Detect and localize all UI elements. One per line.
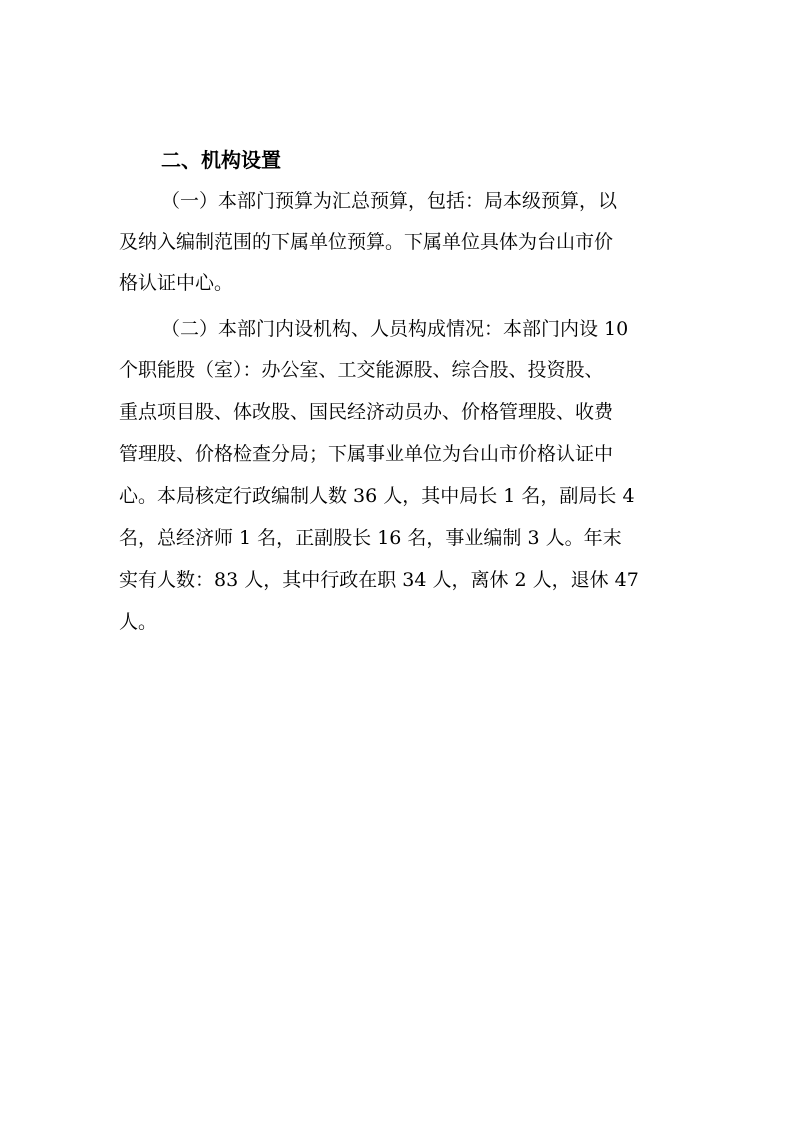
paragraph-line: 及纳入编制范围的下属单位预算。下属单位具体为台山市价: [119, 231, 614, 253]
section-heading: 二、机构设置: [161, 148, 281, 172]
paragraph-line: 个职能股（室）：办公室、工交能源股、综合股、投资股、: [119, 359, 604, 381]
paragraph-line: 心。本局核定行政编制人数 36 人，其中局长 1 名，副局长 4: [119, 485, 635, 507]
paragraph-line: 重点项目股、体改股、国民经济动员办、价格管理股、收费: [119, 401, 614, 423]
paragraph-line: 格认证中心。: [119, 272, 234, 294]
paragraph-line: 人。: [119, 611, 158, 633]
paragraph-line: （二）本部门内设机构、人员构成情况：本部门内设 10: [161, 318, 629, 340]
paragraph-line: 实有人数：83 人，其中行政在职 34 人，离休 2 人，退休 47: [119, 569, 639, 591]
paragraph-line: 管理股、价格检查分局；下属事业单位为台山市价格认证中: [119, 443, 614, 465]
paragraph-line: （一）本部门预算为汇总预算，包括：局本级预算，以: [161, 190, 618, 212]
paragraph-line: 名，总经济师 1 名，正副股长 16 名，事业编制 3 人。年末: [119, 527, 622, 549]
